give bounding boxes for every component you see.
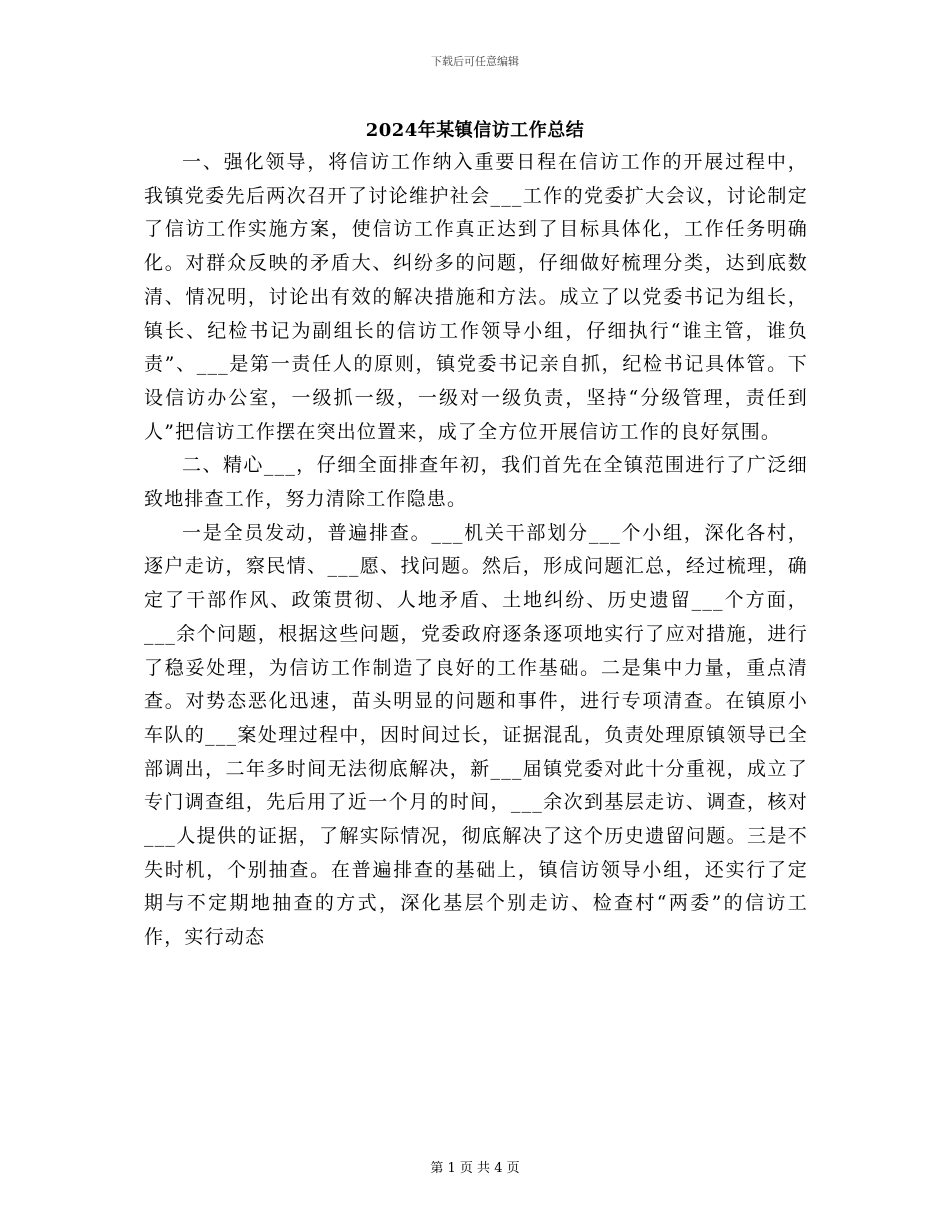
page-indicator: 第 1 页 共 4 页 [430, 1161, 520, 1176]
paragraph-2: 二、精心___，仔细全面排查年初，我们首先在全镇范围进行了广泛细致地排查工作，努力清除工作隐患。 [144, 454, 808, 511]
paragraph-3: 一是全员发动，普遍排查。___机关干部划分___个小组，深化各村，逐户走访，察民情、___愿、找问题。然后，形成问题汇总，经过梳理，确定了干部作风、政策贯彻、人地矛盾、土地纠纷、历史遗留___个方面，___余个问题，根据这些问题，党委政府逐条逐项地实行了应对措施，进行了稳妥处理，为信访工作制造了良好的工作基础。二是集中力量，重点清查。对势态恶化迅速，苗头明显的问题和事件，进行专项清查。在镇原小车队的___案处理过程中，因时间过长，证据混乱，负责处理原镇领导已全部调出，二年多时间无法彻底解决，新___届镇党委对此十分重视，成立了专门调查组，先后用了近一个月的时间，___余次到基层走访、调查，核对___人提供的证据，了解实际情况，彻底解决了这个历史遗留问题。三是不失时机，个别抽查。在普遍排查的基础上，镇信访领导小组，还实行了定期与不定期地抽查的方式，深化基层个别走访、检查村“两委”的信访工作，实行动态 [144, 521, 808, 949]
document-title: 2024年某镇信访工作总结 [365, 120, 585, 141]
document-body [144, 146, 808, 955]
header-note: 下载后可任意编辑 [431, 55, 519, 68]
paragraph-1: 一、强化领导，将信访工作纳入重要日程在信访工作的开展过程中，我镇党委先后两次召开了讨论维护社会___工作的党委扩大会议，讨论制定了信访工作实施方案，使信访工作真正达到了目标具体化，工作任务明确化。对群众反映的矛盾大、纠纷多的问题，仔细做好梳理分类，达到底数清、情况明，讨论出有效的解决措施和方法。成立了以党委书记为组长，镇长、纪检书记为副组长的信访工作领导小组，仔细执行“谁主管，谁负责”、___是第一责任人的原则，镇党委书记亲自抓，纪检书记具体管。下设信访办公室，一级抓一级，一级对一级负责，坚持“分级管理，责任到人”把信访工作摆在突出位置来，成了全方位开展信访工作的良好氛围。 [144, 151, 808, 443]
